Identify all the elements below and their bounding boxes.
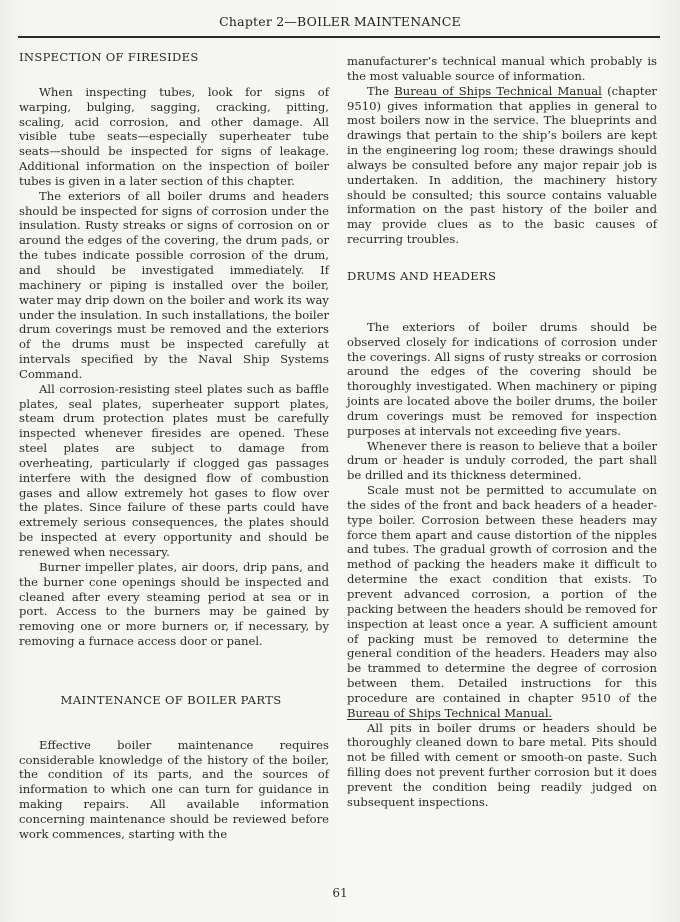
text: (chapter 9510) gives information that applies in general to most boilers now in the service. The blueprints and drawings that pertain to the ship’s boilers are kept in the engineering log room; these drawings should always be consulted before any major repair job is undertaken. In addition, the machinery history should be consulted; this source contains valuable information on the past history of the boiler and may provide clues as to the basic causes of recurring troubles. — [347, 83, 657, 247]
paragraph: When inspecting tubes, look for signs of warping, bulging, sagging, cracking, pitting, scaling, acid corrosion, and other damage. All visible tube seats—especially superheater tube seats—should be inspected for signs of leakage. Additional information on the inspection of boiler tubes is given in a later section of this chapter. — [19, 84, 329, 188]
paragraph-scale — [347, 483, 657, 721]
manual-title-reference: Bureau of Ships Technical Manual. — [347, 705, 553, 720]
text: The — [367, 83, 395, 98]
paragraph-continuation: manufacturer’s technical manual which probably is the most valuable source of information. — [347, 54, 657, 83]
paragraph: Whenever there is reason to believe that a boiler drum or header is unduly corroded, the part shall be drilled and its thickness determined. — [347, 438, 657, 483]
running-header: Chapter 2—BOILER MAINTENANCE — [219, 14, 461, 29]
paragraph: Burner impeller plates, air doors, drip pans, and the burner cone openings should be inspected and cleaned after every steaming period at sea or in port. Access to the burners may be gained by removing one or more burners or, if necessary, by removing a furnace access door or panel. — [19, 559, 329, 649]
page-number: 61 — [332, 886, 348, 900]
paragraph: The exteriors of all boiler drums and headers should be inspected for signs of corrosion under the insulation. Rusty streaks or signs of corrosion on or around the edges of the covering, the drum pads, or the tubes indicate possible corrosion of the drum, and should be investigated immediately. If machinery or piping is installed over the boiler, water may drip down on the boiler and work its way under the insulation. In such installations, the boiler drum coverings must be removed and the exteriors of the drums must be inspected carefully at intervals specified by the Naval Ship Systems Command. — [19, 188, 329, 381]
manual-title-reference: Bureau of Ships Technical Manual — [394, 83, 602, 98]
left-column — [19, 50, 329, 842]
section-heading-drums-and-headers: DRUMS AND HEADERS — [347, 268, 497, 283]
right-column — [347, 54, 657, 810]
paragraph: Effective boiler maintenance requires considerable knowledge of the history of the boiler, the condition of its parts, and the sources of information to which one can turn for guidance in making repairs. All available information concerning maintenance should be reviewed before work commences, starting with the — [19, 737, 329, 841]
paragraph: The exteriors of boiler drums should be observed closely for indications of corrosion under the coverings. All signs of rusty streaks or corrosion around the edges of the covering should be thoroughly investigated. When machinery or piping joints are located above the boiler drums, the boiler drum coverings must be removed for inspection purposes at intervals not exceeding five years. — [347, 319, 657, 438]
paragraph: All corrosion-resisting steel plates such as baffle plates, seal plates, superheater support plates, steam drum protection plates must be carefully inspected whenever firesides are opened. These steel plates are subject to damage from overheating, particularly if clogged gas passages interfere with the designed flow of combustion gases and allow extremely hot gases to flow over the plates. Since failure of these parts could have extremely serious consequences, the plates should be inspected at every opportunity and should be renewed when necessary. — [19, 381, 329, 559]
section-heading-inspection-of-firesides: INSPECTION OF FIRESIDES — [19, 50, 199, 64]
header-rule — [18, 36, 660, 38]
paragraph-bureau-manual — [347, 84, 657, 247]
section-heading-maintenance-of-boiler-parts: MAINTENANCE OF BOILER PARTS — [60, 692, 282, 707]
paragraph: All pits in boiler drums or headers should be thoroughly cleaned down to bare metal. Pits should not be filled with cement or smooth-on paste. Such filling does not prevent further corrosion but it does prevent the condition being readily judged on subsequent inspections. — [347, 720, 657, 809]
text: Scale must not be permitted to accumulate on the sides of the front and back headers of a header-type boiler. Corrosion between these headers may force them apart and cause distortion of the nipples and tubes. The gradual growth of corrosion and the method of packing the headers make it difficult to determine the exact condition that exists. To prevent advanced corrosion, a portion of the packing between the headers should be removed for inspection at least once a year. A sufficient amount of packing must be removed to determine the general condition of the headers. Headers may also be trammed to determine the degree of corrosion between them. Detailed instructions for this procedure are contained in chapter 9510 of the — [347, 483, 657, 705]
